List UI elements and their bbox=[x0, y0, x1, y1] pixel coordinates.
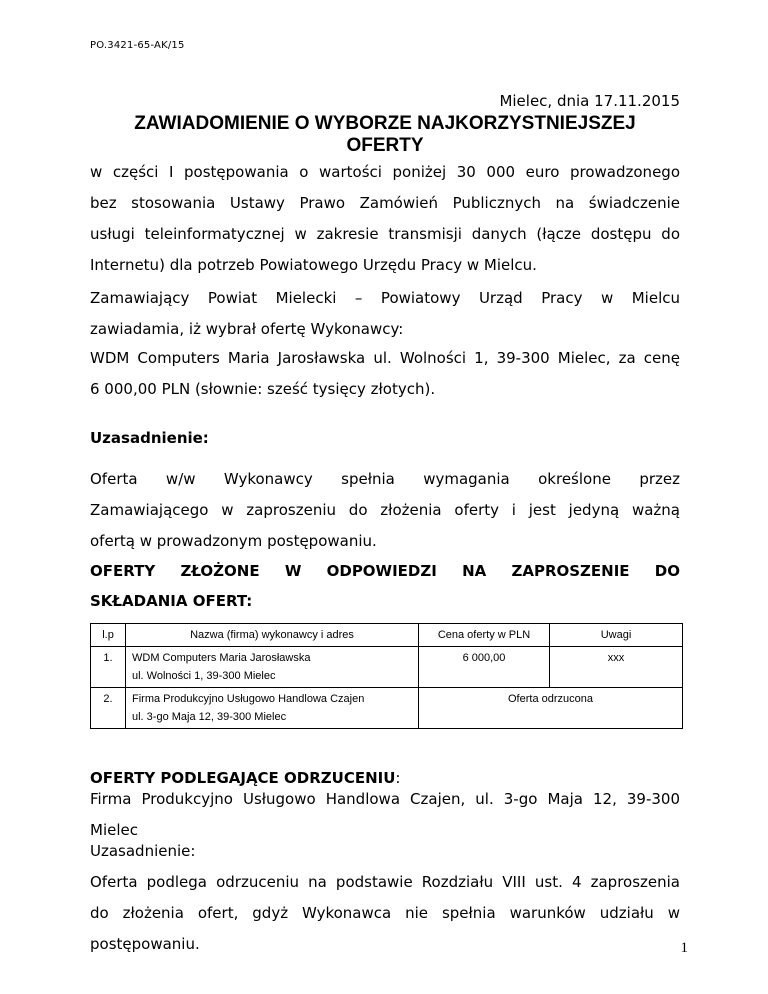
rejected-reason-line: do złożenia ofert, gdyż Wykonawca nie spełnia warunków udziału w bbox=[90, 904, 680, 922]
intro-line: Internetu) dla potrzeb Powiatowego Urzędu Pracy w Mielcu. bbox=[90, 256, 537, 274]
cell-name bbox=[126, 647, 419, 688]
intro-line: bez stosowania Ustawy Prawo Zamówień Publicznych na świadczenie bbox=[90, 194, 680, 212]
justification-line: ofertą w prowadzonym postępowaniu. bbox=[90, 532, 377, 550]
cell-status: Oferta odrzucona bbox=[419, 688, 683, 729]
justification-heading bbox=[90, 423, 680, 454]
table-header-row bbox=[91, 624, 683, 647]
title-line-1: ZAWIADOMIENIE O WYBORZE NAJKORZYSTNIEJSZEJ bbox=[134, 113, 636, 134]
winner-line: WDM Computers Maria Jarosławska ul. Wolności 1, 39-300 Mielec, za cenę bbox=[90, 349, 680, 367]
offers-heading-line: OFERTY ZŁOŻONE W ODPOWIEDZI NA ZAPROSZENIE DO bbox=[90, 562, 680, 580]
company-name: Firma Produkcyjno Usługowo Handlowa Czajen bbox=[132, 693, 365, 705]
justification-heading-text: Uzasadnienie: bbox=[90, 429, 209, 447]
column-header-price: Cena oferty w PLN bbox=[419, 624, 550, 647]
intro-paragraph bbox=[90, 157, 680, 281]
offers-heading-line: SKŁADANIA OFERT: bbox=[90, 592, 253, 610]
cell-lp: 2. bbox=[91, 688, 126, 729]
column-header-name: Nazwa (firma) wykonawcy i adres bbox=[126, 624, 419, 647]
decision-line: zawiadamia, iż wybrał ofertę Wykonawcy: bbox=[90, 320, 404, 338]
document-title bbox=[90, 113, 680, 157]
table-row bbox=[91, 688, 683, 729]
winner-paragraph-cont bbox=[90, 374, 680, 405]
document-reference: PO.3421-65-AK/15 bbox=[90, 40, 185, 51]
page-number: 1 bbox=[680, 940, 688, 956]
winner-paragraph bbox=[90, 343, 680, 374]
justification-paragraph bbox=[90, 464, 680, 557]
rejected-reason-line: postępowaniu. bbox=[90, 935, 200, 953]
rejected-reason-line: Oferta podlega odrzuceniu na podstawie Rozdziału VIII ust. 4 zaproszenia bbox=[90, 873, 680, 891]
winner-line: 6 000,00 PLN (słownie: sześć tysięcy złotych). bbox=[90, 380, 436, 398]
decision-paragraph bbox=[90, 283, 680, 314]
company-address: ul. Wolności 1, 39-300 Mielec bbox=[132, 670, 276, 682]
rejected-heading-text: OFERTY PODLEGAJĄCE ODRZUCENIU bbox=[90, 769, 396, 787]
rejected-company-line: Firma Produkcyjno Usługowo Handlowa Czajen, ul. 3-go Maja 12, 39-300 bbox=[90, 790, 680, 808]
decision-line: Zamawiający Powiat Mielecki – Powiatowy Urząd Pracy w Mielcu bbox=[90, 289, 680, 307]
offers-heading-cont bbox=[90, 586, 680, 617]
rejected-reason bbox=[90, 867, 680, 960]
rejected-justification-text: Uzasadnienie: bbox=[90, 842, 196, 860]
rejected-justification-label bbox=[90, 836, 680, 867]
column-header-notes: Uwagi bbox=[550, 624, 683, 647]
cell-lp: 1. bbox=[91, 647, 126, 688]
cell-name bbox=[126, 688, 419, 729]
offers-heading bbox=[90, 556, 680, 587]
cell-notes: xxx bbox=[550, 647, 683, 688]
offers-table bbox=[90, 623, 683, 729]
document-date: Mielec, dnia 17.11.2015 bbox=[499, 92, 680, 110]
justification-line: Zamawiającego w zaproszeniu do złożenia oferty i jest jedyną ważną bbox=[90, 501, 680, 519]
rejected-heading-colon: : bbox=[395, 769, 401, 787]
table-row bbox=[91, 647, 683, 688]
intro-line: usługi teleinformatycznej w zakresie transmisji danych (łącze dostępu do bbox=[90, 225, 680, 243]
title-line-2: OFERTY bbox=[346, 135, 424, 156]
rejected-company-line: Mielec bbox=[90, 821, 138, 839]
column-header-lp: l.p bbox=[91, 624, 126, 647]
company-address: ul. 3-go Maja 12, 39-300 Mielec bbox=[132, 711, 287, 723]
decision-paragraph-cont bbox=[90, 314, 680, 345]
intro-line: w części I postępowania o wartości poniżej 30 000 euro prowadzonego bbox=[90, 163, 680, 181]
justification-line: Oferta w/w Wykonawcy spełnia wymagania określone przez bbox=[90, 470, 680, 488]
cell-price: 6 000,00 bbox=[419, 647, 550, 688]
company-name: WDM Computers Maria Jarosławska bbox=[132, 652, 311, 664]
